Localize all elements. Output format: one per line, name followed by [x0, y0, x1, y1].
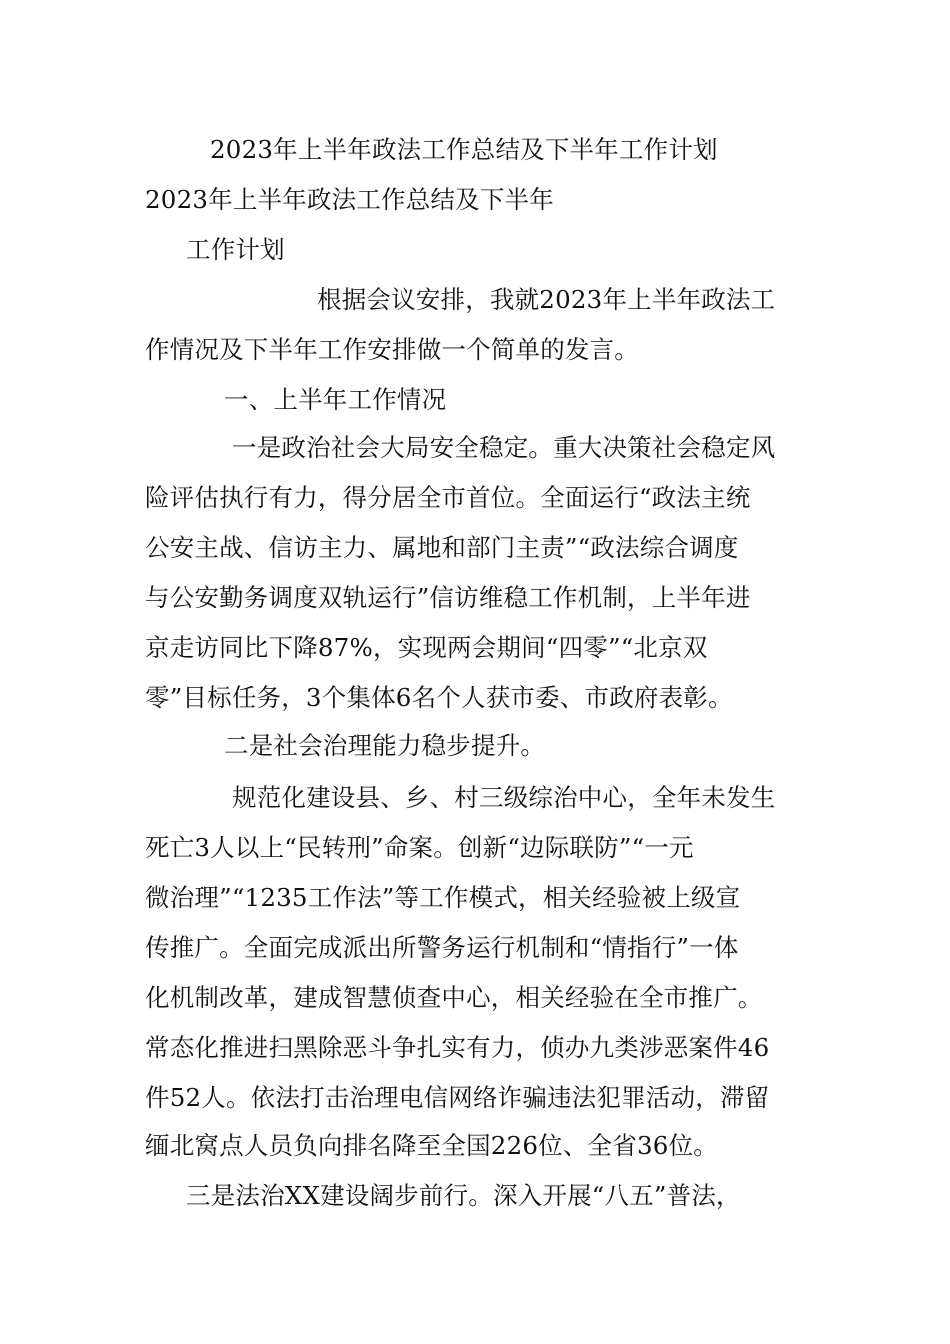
- section-1-paragraph-line: 京走访同比下降87%，实现两会期间“四零”“北京双: [145, 633, 708, 662]
- section-1-paragraph-line: 险评估执行有力，得分居全市首位。全面运行“政法主统: [145, 483, 751, 512]
- section-2-paragraph-line: 常态化推进扫黑除恶斗争扎实有力，侦办九类涉恶案件46: [145, 1033, 770, 1062]
- section-2-paragraph-line: 规范化建设县、乡、村三级综治中心，全年未发生: [232, 783, 776, 812]
- document-subtitle-line-1: 2023年上半年政法工作总结及下半年: [145, 185, 554, 214]
- intro-paragraph-line: 根据会议安排，我就2023年上半年政法工: [317, 285, 776, 314]
- section-2-paragraph-line: 化机制改革，建成智慧侦查中心，相关经验在全市推广。: [145, 983, 763, 1012]
- section-1-paragraph-line: 公安主战、信访主力、属地和部门主责”“政法综合调度: [145, 533, 739, 562]
- section-2-paragraph-line: 死亡3人以上“民转刑”命案。创新“边际联防”“一元: [145, 833, 694, 862]
- section-heading-2: 二是社会治理能力稳步提升。: [224, 731, 546, 760]
- section-2-paragraph-line: 件52人。依法打击治理电信网络诈骗违法犯罪活动，滞留: [145, 1083, 770, 1112]
- section-1-paragraph-line: 一是政治社会大局安全稳定。重大决策社会稳定风: [232, 433, 776, 462]
- section-3-paragraph-line: 三是法治XX建设阔步前行。深入开展“八五”普法，: [186, 1181, 741, 1210]
- intro-paragraph-line: 作情况及下半年工作安排做一个简单的发言。: [145, 335, 639, 364]
- document-subtitle-line-2: 工作计划: [186, 235, 285, 264]
- section-2-paragraph-line: 微治理”“1235工作法”等工作模式，相关经验被上级宣: [145, 883, 741, 912]
- section-1-paragraph-line: 零”目标任务，3个集体6名个人获市委、市政府表彰。: [145, 683, 733, 712]
- section-2-paragraph-line: 缅北窝点人员负向排名降至全国226位、全省36位。: [145, 1131, 718, 1160]
- document-title: 2023年上半年政法工作总结及下半年工作计划: [210, 135, 718, 164]
- section-heading-1: 一、上半年工作情况: [224, 385, 447, 414]
- section-1-paragraph-line: 与公安勤务调度双轨运行”信访维稳工作机制，上半年进: [145, 583, 751, 612]
- section-2-paragraph-line: 传推广。全面完成派出所警务运行机制和“情指行”一体: [145, 933, 739, 962]
